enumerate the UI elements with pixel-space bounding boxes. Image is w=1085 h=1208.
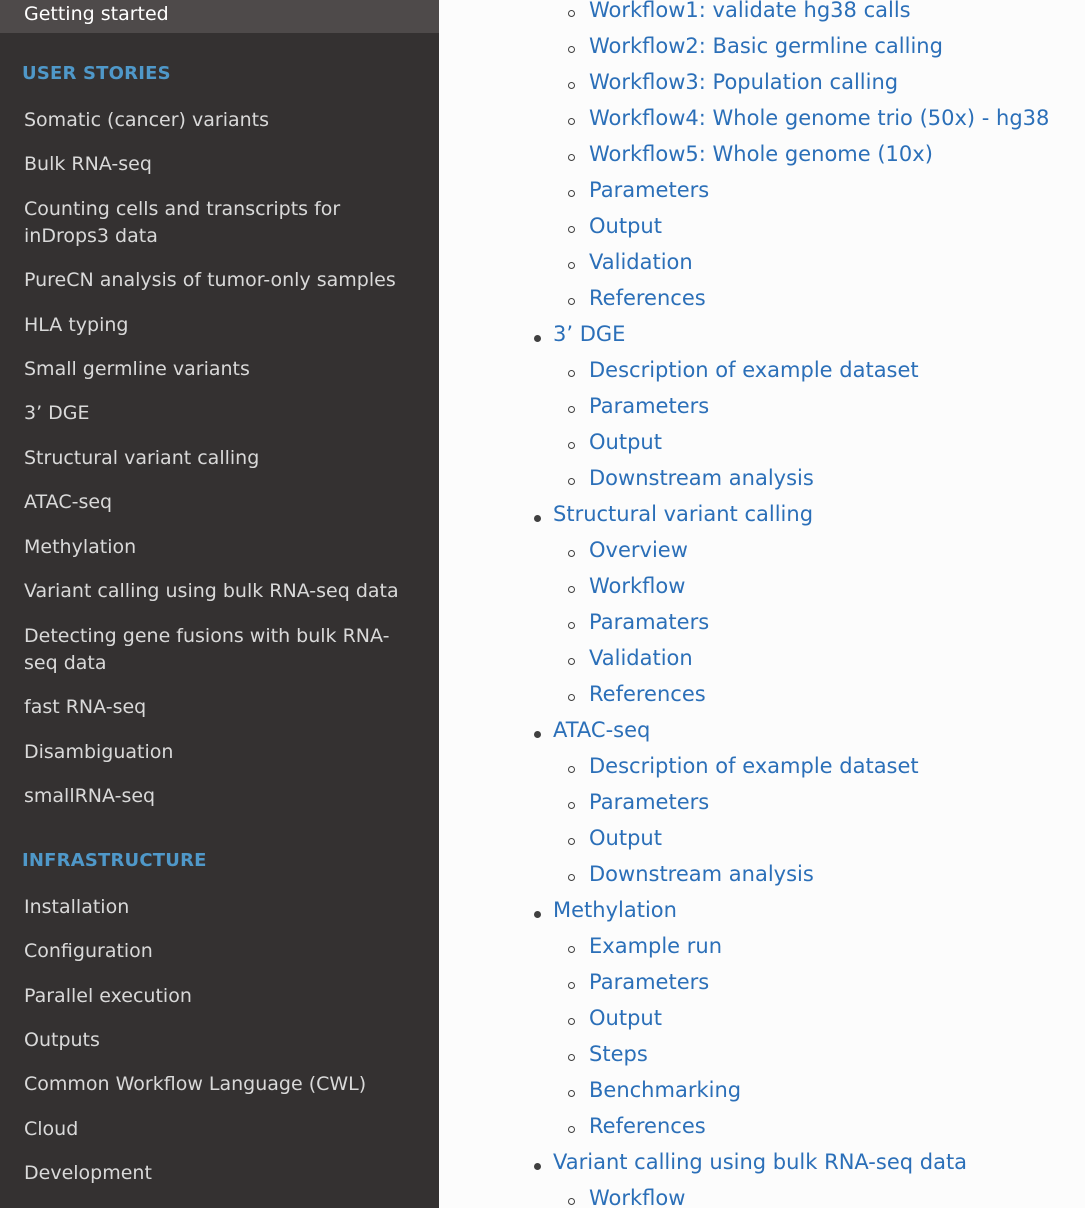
toc-subsection-link[interactable]: Output: [589, 430, 662, 454]
toc-subsection-link[interactable]: Workflow2: Basic germline calling: [589, 34, 943, 58]
toc-subsection-link[interactable]: Parameters: [589, 178, 710, 202]
bullet-disc: [534, 515, 541, 522]
bullet-circle: [568, 838, 575, 845]
bullet-disc: [534, 731, 541, 738]
toc-subsection-link[interactable]: Validation: [589, 250, 693, 274]
sidebar-item-structural-variant[interactable]: Structural variant calling: [24, 447, 260, 469]
toc-subsection-link[interactable]: Workflow5: Whole genome (10x): [589, 142, 933, 166]
toc-subsection-link[interactable]: References: [589, 682, 706, 706]
sidebar-item-methylation[interactable]: Methylation: [24, 536, 137, 558]
caption-infrastructure: INFRASTRUCTURE: [22, 850, 207, 871]
toc-subsection-link[interactable]: Downstream analysis: [589, 862, 814, 886]
sidebar-item-getting-started[interactable]: [0, 0, 439, 33]
bullet-circle: [568, 874, 575, 881]
toc-subsection-link[interactable]: Description of example dataset: [589, 754, 919, 778]
sidebar-item-somatic-variants[interactable]: Somatic (cancer) variants: [24, 109, 270, 131]
bullet-circle: [568, 982, 575, 989]
bullet-circle: [568, 694, 575, 701]
toc-subsection-link[interactable]: References: [589, 1114, 706, 1138]
sidebar-item-fast-rna-seq[interactable]: fast RNA-seq: [24, 696, 147, 718]
sidebar-item-atac-seq[interactable]: ATAC-seq: [24, 491, 113, 513]
bullet-circle: [568, 802, 575, 809]
toc-subsection-link[interactable]: Workflow1: validate hg38 calls: [589, 0, 911, 22]
sidebar-nav: [0, 0, 439, 1208]
toc-section-link[interactable]: Methylation: [553, 898, 677, 922]
bullet-circle: [568, 442, 575, 449]
bullet-circle: [568, 1198, 575, 1205]
bullet-circle: [568, 370, 575, 377]
toc-subsection-link[interactable]: Downstream analysis: [589, 466, 814, 490]
toc-subsection-link[interactable]: Output: [589, 1006, 662, 1030]
toc-subsection-link[interactable]: Workflow4: Whole genome trio (50x) - hg38: [589, 106, 1050, 130]
bullet-disc: [534, 911, 541, 918]
toc-subsection-link[interactable]: Parameters: [589, 394, 710, 418]
sidebar-item-purecn[interactable]: PureCN analysis of tumor-only samples: [24, 269, 396, 291]
bullet-circle: [568, 946, 575, 953]
sidebar-item-label: Getting started: [24, 3, 169, 25]
toc-section-link[interactable]: ATAC-seq: [553, 718, 651, 742]
sidebar-item-3-dge[interactable]: 3’ DGE: [24, 402, 90, 424]
toc-subsection-link[interactable]: Workflow3: Population calling: [589, 70, 899, 94]
toc-subsection-link[interactable]: Parameters: [589, 970, 710, 994]
sidebar-item-parallel-execution[interactable]: Parallel execution: [24, 985, 192, 1007]
bullet-circle: [568, 262, 575, 269]
sidebar-item-hla-typing[interactable]: HLA typing: [24, 314, 129, 336]
toc-subsection-link[interactable]: Parameters: [589, 790, 710, 814]
toc-subsection-link[interactable]: Output: [589, 826, 662, 850]
toc-subsection-link[interactable]: Description of example dataset: [589, 358, 919, 382]
sidebar-item-disambiguation[interactable]: Disambiguation: [24, 741, 174, 763]
sidebar-item-cloud[interactable]: Cloud: [24, 1118, 79, 1140]
bullet-circle: [568, 658, 575, 665]
toc-section-link[interactable]: Variant calling using bulk RNA-seq data: [553, 1150, 968, 1174]
bullet-circle: [568, 406, 575, 413]
sidebar-item-variant-calling-rna[interactable]: Variant calling using bulk RNA-seq data: [24, 580, 399, 602]
bullet-circle: [568, 586, 575, 593]
bullet-circle: [568, 478, 575, 485]
sidebar-item-bulk-rna-seq[interactable]: Bulk RNA-seq: [24, 153, 152, 175]
bullet-circle: [568, 1126, 575, 1133]
bullet-disc: [534, 335, 541, 342]
bullet-circle: [568, 118, 575, 125]
toc-subsection-link[interactable]: References: [589, 286, 706, 310]
bullet-circle: [568, 766, 575, 773]
bullet-circle: [568, 226, 575, 233]
bullet-circle: [568, 550, 575, 557]
bullet-circle: [568, 622, 575, 629]
bullet-circle: [568, 1090, 575, 1097]
toc-subsection-link[interactable]: Workflow: [589, 574, 686, 598]
sidebar-item-outputs[interactable]: Outputs: [24, 1029, 100, 1051]
bullet-circle: [568, 10, 575, 17]
bullet-circle: [568, 46, 575, 53]
toc-subsection-link[interactable]: Output: [589, 214, 662, 238]
sidebar-item-development[interactable]: Development: [24, 1162, 152, 1184]
bullet-circle: [568, 154, 575, 161]
sidebar-item-installation[interactable]: Installation: [24, 896, 130, 918]
toc-subsection-link[interactable]: Steps: [589, 1042, 648, 1066]
toc-section-link[interactable]: 3’ DGE: [553, 322, 626, 346]
toc-subsection-link[interactable]: Validation: [589, 646, 693, 670]
toc-subsection-link[interactable]: Example run: [589, 934, 723, 958]
sidebar-item-small-germline[interactable]: Small germline variants: [24, 358, 250, 380]
sidebar-item-indrops3[interactable]: Counting cells and transcripts for inDrops3 data: [24, 198, 341, 247]
bullet-circle: [568, 298, 575, 305]
bullet-circle: [568, 1018, 575, 1025]
sidebar-item-cwl[interactable]: Common Workflow Language (CWL): [24, 1073, 367, 1095]
bullet-circle: [568, 1054, 575, 1061]
toc-section-link[interactable]: Structural variant calling: [553, 502, 814, 526]
sidebar-item-gene-fusions[interactable]: Detecting gene fusions with bulk RNA-seq data: [24, 625, 390, 674]
bullet-circle: [568, 190, 575, 197]
toc-content: [439, 0, 1085, 1208]
bullet-disc: [534, 1163, 541, 1170]
bullet-circle: [568, 82, 575, 89]
toc-subsection-link[interactable]: Paramaters: [589, 610, 710, 634]
toc-subsection-link[interactable]: Overview: [589, 538, 688, 562]
sidebar-item-configuration[interactable]: Configuration: [24, 940, 153, 962]
caption-user-stories: USER STORIES: [22, 63, 171, 84]
toc-subsection-link[interactable]: Workflow: [589, 1186, 686, 1208]
sidebar-item-smallrna-seq[interactable]: smallRNA-seq: [24, 785, 156, 807]
toc-subsection-link[interactable]: Benchmarking: [589, 1078, 742, 1102]
